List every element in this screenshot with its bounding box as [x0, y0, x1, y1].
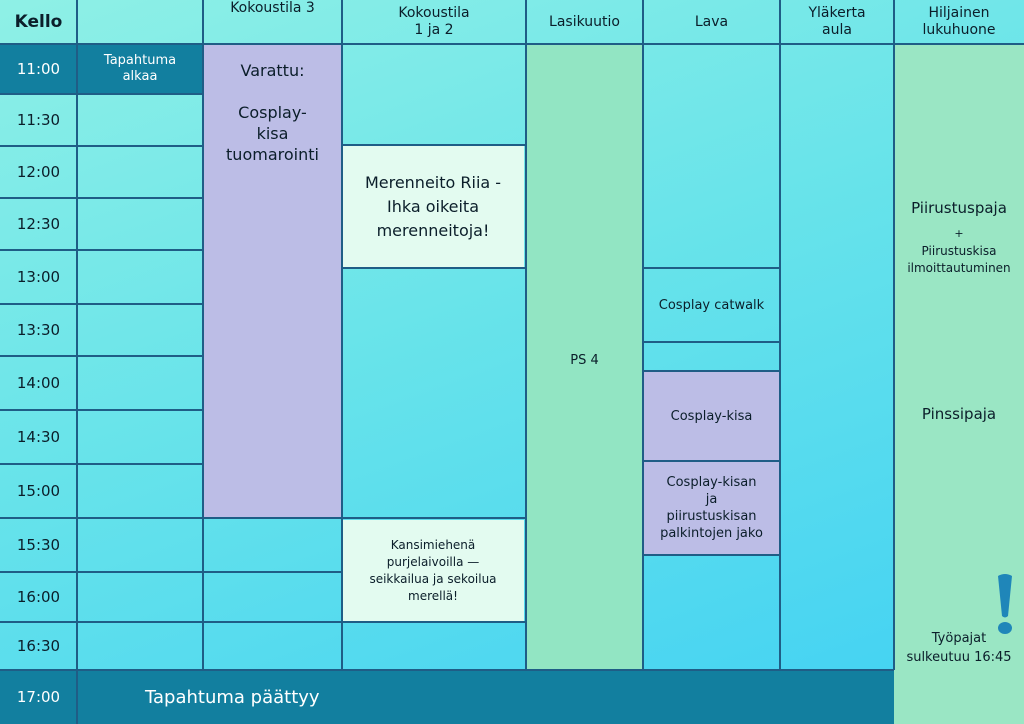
grid-hline-1130 [0, 93, 203, 95]
event-tapahtuma-alkaa-label: Tapahtuma alkaa [103, 53, 177, 84]
time-label-1500: 15:00 [16, 482, 61, 500]
event-pinssipaja [894, 402, 1024, 426]
header-kokoustila-3 [203, 0, 342, 44]
time-label-1330: 13:30 [16, 321, 61, 339]
grid-vline-5 [642, 0, 644, 670]
grid-hline-lava-2 [643, 341, 780, 343]
event-kansimiehena-label: Kansimiehenä purjelaivoilla — seikkailua ja sekoilua merellä! [369, 538, 497, 603]
grid-hline-1200 [0, 145, 203, 147]
header-hiljainen-lukuhuone [894, 0, 1024, 44]
event-pinssipaja-label: Pinssipaja [921, 405, 997, 423]
header-kokoustila-3-label: Kokoustila 3 [230, 0, 315, 16]
event-ps4 [526, 340, 643, 380]
time-label-1430: 14:30 [16, 428, 61, 446]
time-label-1630: 16:30 [16, 637, 61, 655]
header-lava-label: Lava [694, 13, 729, 30]
event-palkintojen-label: Cosplay-kisan ja piirustuskisan palkintojen jako [660, 475, 763, 541]
grid-vline-7 [893, 0, 895, 670]
event-merenneito-riia [342, 146, 524, 268]
grid-hline-lava-1 [643, 267, 780, 269]
event-ps4-label: PS 4 [570, 352, 599, 368]
grid-hline-1430 [0, 409, 203, 411]
header-ylakerta-aula [780, 0, 894, 44]
grid-hline-lava-5 [643, 554, 780, 556]
event-catwalk-label: Cosplay catwalk [658, 297, 765, 313]
grid-vline-6 [779, 0, 781, 670]
grid-hline-k12-1 [342, 144, 526, 146]
time-label-1200: 12:00 [16, 163, 61, 181]
grid-hline-1600 [0, 571, 342, 573]
event-merenneito-label: Merenneito Riia - Ihka oikeita merenneitoja! [364, 173, 502, 240]
grid-hline-1530 [0, 517, 526, 519]
event-tapahtuma-alkaa [77, 44, 203, 94]
event-varattu-tuomarointi [203, 44, 342, 518]
event-piirustuspaja-label: Piirustuspaja [911, 199, 1007, 217]
event-palkintojen-jako [643, 462, 780, 554]
time-label-1600: 16:00 [16, 588, 61, 606]
event-tyopajat-sulkeutuu [894, 628, 1024, 668]
header-kello: Kello [14, 11, 63, 32]
grid-hline-1300 [0, 249, 203, 251]
event-piirustuspaja [894, 196, 1024, 220]
exclamation-icon [990, 572, 1020, 636]
time-label-1300: 13:00 [16, 268, 61, 286]
event-plus-label: + [954, 226, 964, 240]
grid-hline-1400 [0, 355, 203, 357]
time-label-1700: 17:00 [16, 688, 61, 706]
event-kansimiehena [342, 520, 524, 622]
grid-vline-2 [202, 0, 204, 670]
event-piirustuskisa-ilmoittautuminen [894, 240, 1024, 280]
header-lava [643, 0, 780, 44]
grid-hline-1330 [0, 303, 203, 305]
header-kokoustila-1-2 [342, 0, 526, 44]
grid-hline-k12-2 [342, 267, 526, 269]
time-label-1230: 12:30 [16, 215, 61, 233]
grid-hline-1230 [0, 197, 203, 199]
grid-hline-1630 [0, 621, 526, 623]
time-label-1100: 11:00 [16, 60, 61, 78]
time-label-1130: 11:30 [16, 111, 61, 129]
header-lasikuutio-label: Lasikuutio [549, 13, 620, 30]
grid-vline-4 [525, 0, 527, 670]
time-label-1400: 14:00 [16, 374, 61, 392]
header-ylakerta-aula-label: Yläkerta aula [808, 5, 866, 38]
header-kokoustila-1-2-label: Kokoustila 1 ja 2 [398, 5, 470, 38]
header-lasikuutio [526, 0, 643, 44]
time-label-1530: 15:30 [16, 536, 61, 554]
event-tapahtuma-paattyy-label: Tapahtuma päättyy [145, 686, 320, 708]
grid-hline-lava-3 [643, 370, 780, 372]
event-cosplay-kisa [643, 372, 780, 460]
event-piirustuskisa-label: Piirustuskisa ilmoittautuminen [907, 244, 1011, 275]
event-tyopajat-label: Työpajat sulkeutuu 16:45 [906, 631, 1012, 665]
event-cosplay-catwalk [643, 268, 780, 342]
grid-header-line [0, 43, 1024, 45]
header-hiljainen-label: Hiljainen lukuhuone [922, 5, 996, 38]
grid-vline-1 [76, 0, 78, 724]
grid-hline-lava-4 [643, 460, 780, 462]
event-varattu-label: Varattu: Cosplay- kisa tuomarointi [226, 61, 319, 164]
grid-vline-3 [341, 0, 343, 670]
event-tapahtuma-paattyy [77, 670, 894, 724]
grid-hline-1500 [0, 463, 203, 465]
event-cosplay-kisa-label: Cosplay-kisa [670, 408, 753, 424]
grid-hline-end [0, 669, 894, 671]
event-plus [894, 226, 1024, 240]
